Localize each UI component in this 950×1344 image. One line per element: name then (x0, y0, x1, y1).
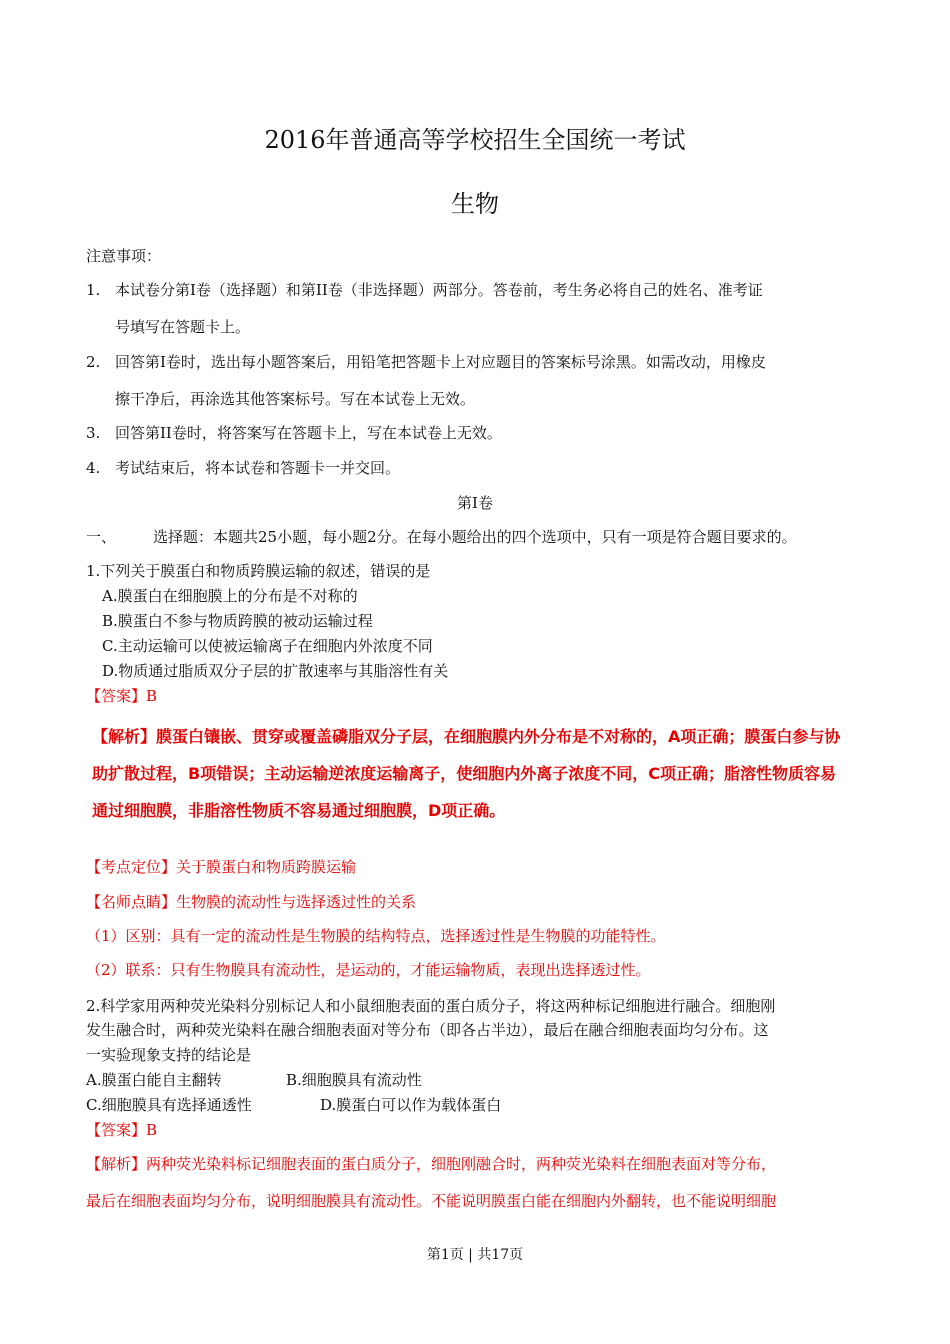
notice-line: 回答第Ⅰ卷时，选出每小题答案后，用铅笔把答题卡上对应题目的答案标号涂黑。如需改动，用橡皮 (115, 353, 766, 371)
notice-num: 3. (86, 424, 101, 442)
q2-analysis: 最后在细胞表面均匀分布，说明细胞膜具有流动性。不能说明膜蛋白能在细胞内外翻转，也不能说明细胞 (86, 1192, 777, 1210)
section-title: 第Ⅰ卷 (457, 494, 493, 512)
notice-heading: 注意事项： (86, 247, 162, 265)
q1-analysis: 通过细胞膜，非脂溶性物质不容易通过细胞膜，D项正确。 (92, 801, 506, 820)
notice-line: 考试结束后，将本试卷和答题卡一并交回。 (115, 459, 401, 477)
q1-option: A.膜蛋白在细胞膜上的分布是不对称的 (102, 587, 358, 605)
notice-num: 1. (86, 281, 101, 299)
notice-line: 号填写在答题卡上。 (115, 318, 251, 336)
q1-tip-1: （1）区别：具有一定的流动性是生物膜的结构特点，选择透过性是生物膜的功能特性。 (86, 927, 666, 945)
notice-line: 擦干净后，再涂选其他答案标号。写在本试卷上无效。 (115, 390, 476, 408)
q2-stem: 一实验现象支持的结论是 (86, 1046, 252, 1064)
q2-option: C.细胞膜具有选择通透性 (86, 1096, 252, 1114)
q1-tip: 【名师点睛】生物膜的流动性与选择透过性的关系 (86, 893, 417, 911)
q1-analysis: 助扩散过程，B项错误；主动运输逆浓度运输离子，使细胞内外离子浓度不同，C项正确；脂溶性物质容易 (92, 764, 836, 783)
page-footer: 第1页 | 共17页 (426, 1247, 524, 1263)
exam-title: 2016年普通高等学校招生全国统一考试 (264, 126, 686, 154)
notice-num: 4. (86, 459, 101, 477)
q1-stem: 1.下列关于膜蛋白和物质跨膜运输的叙述，错误的是 (86, 562, 431, 580)
subject-title: 生物 (451, 190, 499, 218)
q1-point: 【考点定位】关于膜蛋白和物质跨膜运输 (86, 858, 357, 876)
notice-num: 2. (86, 353, 101, 371)
q2-analysis: 【解析】两种荧光染料标记细胞表面的蛋白质分子，细胞刚融合时，两种荧光染料在细胞表面对等分布， (86, 1155, 777, 1173)
q2-stem: 发生融合时，两种荧光染料在融合细胞表面对等分布（即各占半边），最后在融合细胞表面均匀分布。这 (86, 1021, 769, 1039)
q2-option: D.膜蛋白可以作为载体蛋白 (320, 1096, 502, 1114)
q1-answer: 【答案】B (86, 687, 158, 705)
q1-option: C.主动运输可以使被运输离子在细胞内外浓度不同 (102, 637, 433, 655)
q1-option: B.膜蛋白不参与物质跨膜的被动运输过程 (102, 612, 373, 630)
section-num: 一、 (86, 528, 117, 546)
section-desc: 选择题：本题共25小题，每小题2分。在每小题给出的四个选项中，只有一项是符合题目要求的。 (153, 528, 797, 546)
q1-analysis: 【解析】膜蛋白镶嵌、贯穿或覆盖磷脂双分子层，在细胞膜内外分布是不对称的，A项正确；膜蛋白参与协 (92, 727, 841, 746)
notice-line: 本试卷分第Ⅰ卷（选择题）和第II卷（非选择题）两部分。答卷前，考生务必将自己的姓名、准考证 (115, 281, 763, 299)
q2-answer: 【答案】B (86, 1121, 158, 1139)
q2-option: A.膜蛋白能自主翻转 (86, 1071, 222, 1089)
q2-stem: 2.科学家用两种荧光染料分别标记人和小鼠细胞表面的蛋白质分子，将这两种标记细胞进行融合。细胞刚 (86, 997, 776, 1015)
q1-option: D.物质通过脂质双分子层的扩散速率与其脂溶性有关 (102, 662, 449, 680)
notice-line: 回答第II卷时，将答案写在答题卡上，写在本试卷上无效。 (115, 424, 502, 442)
q2-option: B.细胞膜具有流动性 (286, 1071, 422, 1089)
q1-tip-2: （2）联系：只有生物膜具有流动性，是运动的，才能运输物质，表现出选择透过性。 (86, 961, 651, 979)
